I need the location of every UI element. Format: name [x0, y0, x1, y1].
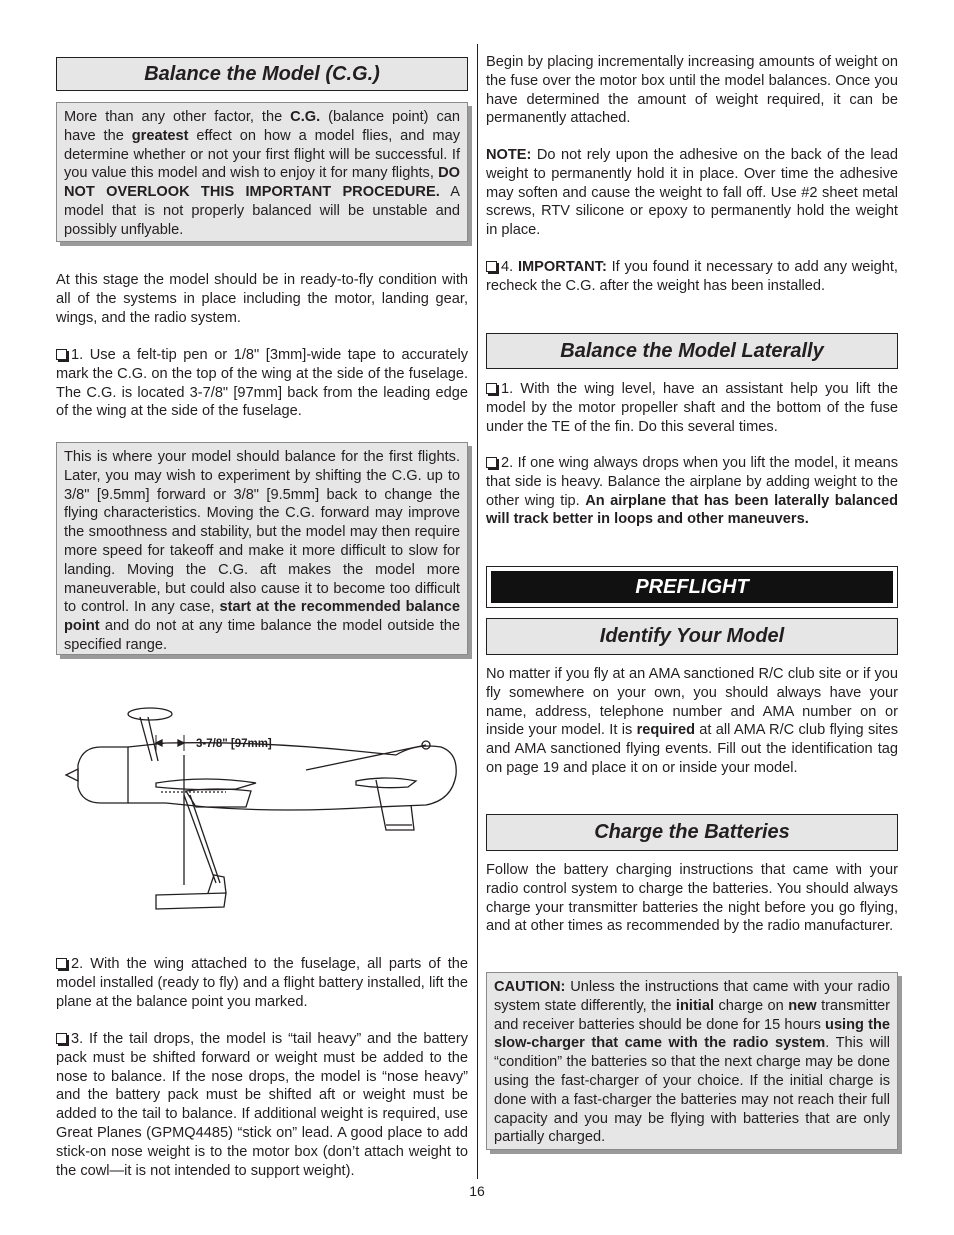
stage-paragraph-text: At this stage the model should be in ready-to-fly condition with all of the systems in place including the motor, landing gear, wings, and the radio system.	[56, 272, 468, 326]
box1-bold-1: C.G.	[290, 109, 321, 125]
note-label: NOTE:	[486, 147, 532, 163]
caution-text-2: charge on	[714, 997, 789, 1014]
caution-bold-1: initial	[675, 997, 715, 1014]
step-4	[486, 258, 898, 296]
box1-text-3: effect on how a model flies, and may determine whether or not your first flight will be successful. If you value this model and wish to enjoy it for many flights,	[64, 127, 460, 182]
identify-paragraph	[486, 665, 898, 778]
checkbox-icon[interactable]	[56, 349, 67, 360]
cg-range-box	[56, 442, 468, 655]
charge-paragraph	[486, 861, 898, 936]
balance-diagram	[56, 695, 468, 920]
box1-bold-2: greatest	[131, 127, 189, 144]
note-text: Do not rely upon the adhesive on the back of the lead weight to permanently hold it in place. Over time the adhesive may soften and cause the weight to fall off. Use #2 sheet metal screws, RTV silicone or epoxy to permanently hold the weight in place.	[486, 147, 898, 239]
caution-bold-2: new	[788, 997, 817, 1014]
box2-bold-1: start at the recommended balance point	[64, 599, 460, 635]
step-2	[56, 955, 468, 1011]
heading-preflight-bar	[491, 571, 893, 603]
step-1	[56, 346, 468, 421]
caution-text-1: Unless the instructions that came with your radio system state differently, the	[494, 979, 890, 1014]
checkbox-icon[interactable]	[56, 1033, 67, 1044]
box2-text-2: and do not at any time balance the model outside the specified range.	[64, 618, 460, 653]
cg-importance-box	[56, 102, 468, 242]
identify-text-2: at all AMA R/C club flying sites and AMA sanctioned flying events. Fill out the identification tag on page 19 and place it on or inside your model.	[486, 722, 899, 776]
page-number: 16	[469, 1183, 485, 1199]
caution-text-3: transmitter and receiver batteries should be done for 15 hours	[494, 997, 891, 1033]
step-2-text: 2. With the wing attached to the fuselage, all parts of the model installed (ready to fly) and a flight battery installed, lift the plane at the balance point you marked.	[56, 956, 468, 1010]
arrow-right-icon	[178, 740, 184, 746]
cg-dimension-label: 3-7/8" [97mm]	[196, 738, 272, 750]
spinner-icon	[66, 769, 78, 781]
lateral-step-2	[486, 454, 898, 529]
box1-text-1: More than any other factor, the	[64, 109, 291, 125]
checkbox-icon[interactable]	[486, 261, 497, 272]
checkbox-icon[interactable]	[486, 457, 497, 468]
heading-balance-cg-text: Balance the Model (C.G.)	[144, 62, 380, 85]
column-divider	[477, 44, 478, 1179]
stand-top-icon	[128, 708, 172, 720]
lateral-step-1-text: 1. With the wing level, have an assistant help you lift the model by the motor propeller shaft and the bottom of the fuse under the TE of the fin. Do this several times.	[486, 381, 898, 435]
heading-identify-model-text: Identify Your Model	[599, 625, 785, 647]
checkbox-icon[interactable]	[56, 958, 67, 969]
box2-text-1: This is where your model should balance for the first flights. Later, you may wish to experiment by shifting the C.G. up to 3/8" [9.5mm] forward or 3/8" [9.5mm] back to change the flying characteristics. Moving the C.G. forward may improve the smoothness and stability, but the model may then require more speed for takeoff and make it more difficult to slow for landing. Moving the C.G. aft makes the model more maneuverable, but could also cause it to become too difficult to control. In any case,	[64, 449, 460, 616]
note-paragraph	[486, 146, 898, 240]
heading-charge-batteries-text: Charge the Batteries	[594, 821, 790, 843]
heading-balance-laterally-text: Balance the Model Laterally	[560, 339, 824, 362]
cowl-shape	[78, 747, 128, 803]
step-4-text: If you found it necessary to add any weight, recheck the C.G. after the weight has been installed.	[486, 259, 898, 294]
identify-text-1: No matter if you fly at an AMA sanctioned R/C club site or if you fly somewhere on your own, you should always have your name, address, telephone number and AMA number on or inside your model. It is	[486, 666, 898, 739]
identify-bold-1: required	[636, 722, 695, 739]
arrow-left-icon	[156, 740, 162, 746]
box1-text-4: A model that is not properly balanced will be unstable and possibly unflyable.	[64, 184, 461, 238]
step-4-label: IMPORTANT:	[517, 259, 607, 275]
heading-balance-cg	[56, 57, 468, 91]
step-1-text: 1. Use a felt-tip pen or 1/8" [3mm]-wide tape to accurately mark the C.G. on the top of the wing at the side of the fuselage. The C.G. is located 3-7/8" [97mm] back from the leading edge of the wing at the side of the fuselage.	[56, 347, 468, 420]
charge-paragraph-text: Follow the battery charging instructions that came with your radio control system to charge the batteries. You should always charge your transmitter batteries the night before you go flying, and at other times as recommended by the radio manufacturer.	[486, 862, 898, 935]
heading-charge-batteries	[486, 814, 898, 851]
step-3-text: 3. If the tail drops, the model is “tail heavy” and the battery pack must be shifted forward or weight must be added to the nose to balance. If the nose drops, the model is “nose heavy” and the battery pack must be shifted aft or weight must be added to the tail to balance. If additional weight is required, use Great Planes (GPMQ4485) “stick on” lead. A good place to add stick-on nose weight is to the motor box (don’t attach weight to the cowl—it is not intended to support weight).	[56, 1031, 468, 1179]
box1-bold-3: DO NOT OVERLOOK THIS IMPORTANT PROCEDURE.	[64, 165, 460, 201]
lateral-step-1	[486, 380, 898, 436]
lateral-step-2-text: 2. If one wing always drops when you lift the model, it means that side is heavy. Balance the airplane by adding weight to the other wing tip.	[486, 455, 898, 509]
step-4-num: 4.	[501, 259, 518, 275]
caution-label: CAUTION:	[494, 979, 566, 995]
step-3	[56, 1030, 468, 1180]
stand-base-icon	[156, 893, 226, 909]
begin-paragraph-text: Begin by placing incrementally increasing amounts of weight on the fuse over the motor box until the model balances. Once you have determined the amount of weight required, it can be permanently attached.	[486, 54, 898, 127]
caution-box	[486, 972, 898, 1150]
heading-identify-model	[486, 618, 898, 655]
caution-bold-3: using the slow-charger that came with the radio system	[494, 1016, 890, 1052]
stage-paragraph	[56, 271, 468, 327]
heading-preflight-text: PREFLIGHT	[635, 575, 749, 598]
fuselage-shape	[128, 743, 456, 810]
box1-text-2: (balance point) can have the	[64, 109, 461, 144]
heading-preflight	[486, 566, 898, 608]
begin-paragraph	[486, 53, 898, 128]
stabilizer-shape	[356, 778, 416, 788]
heading-balance-laterally	[486, 333, 898, 369]
lateral-step-2-bold: An airplane that has been laterally balanced will track better in loops and other maneuvers.	[486, 492, 898, 528]
wing-shape	[156, 779, 256, 790]
caution-text-4: . This will “condition” the batteries so that the next charge may be done using the fast-charger of your choice. If the initial charge is done with a fast-charger the batteries may not reach their full capacity and you may be flying with batteries that are only partially charged.	[494, 1035, 890, 1146]
checkbox-icon[interactable]	[486, 383, 497, 394]
